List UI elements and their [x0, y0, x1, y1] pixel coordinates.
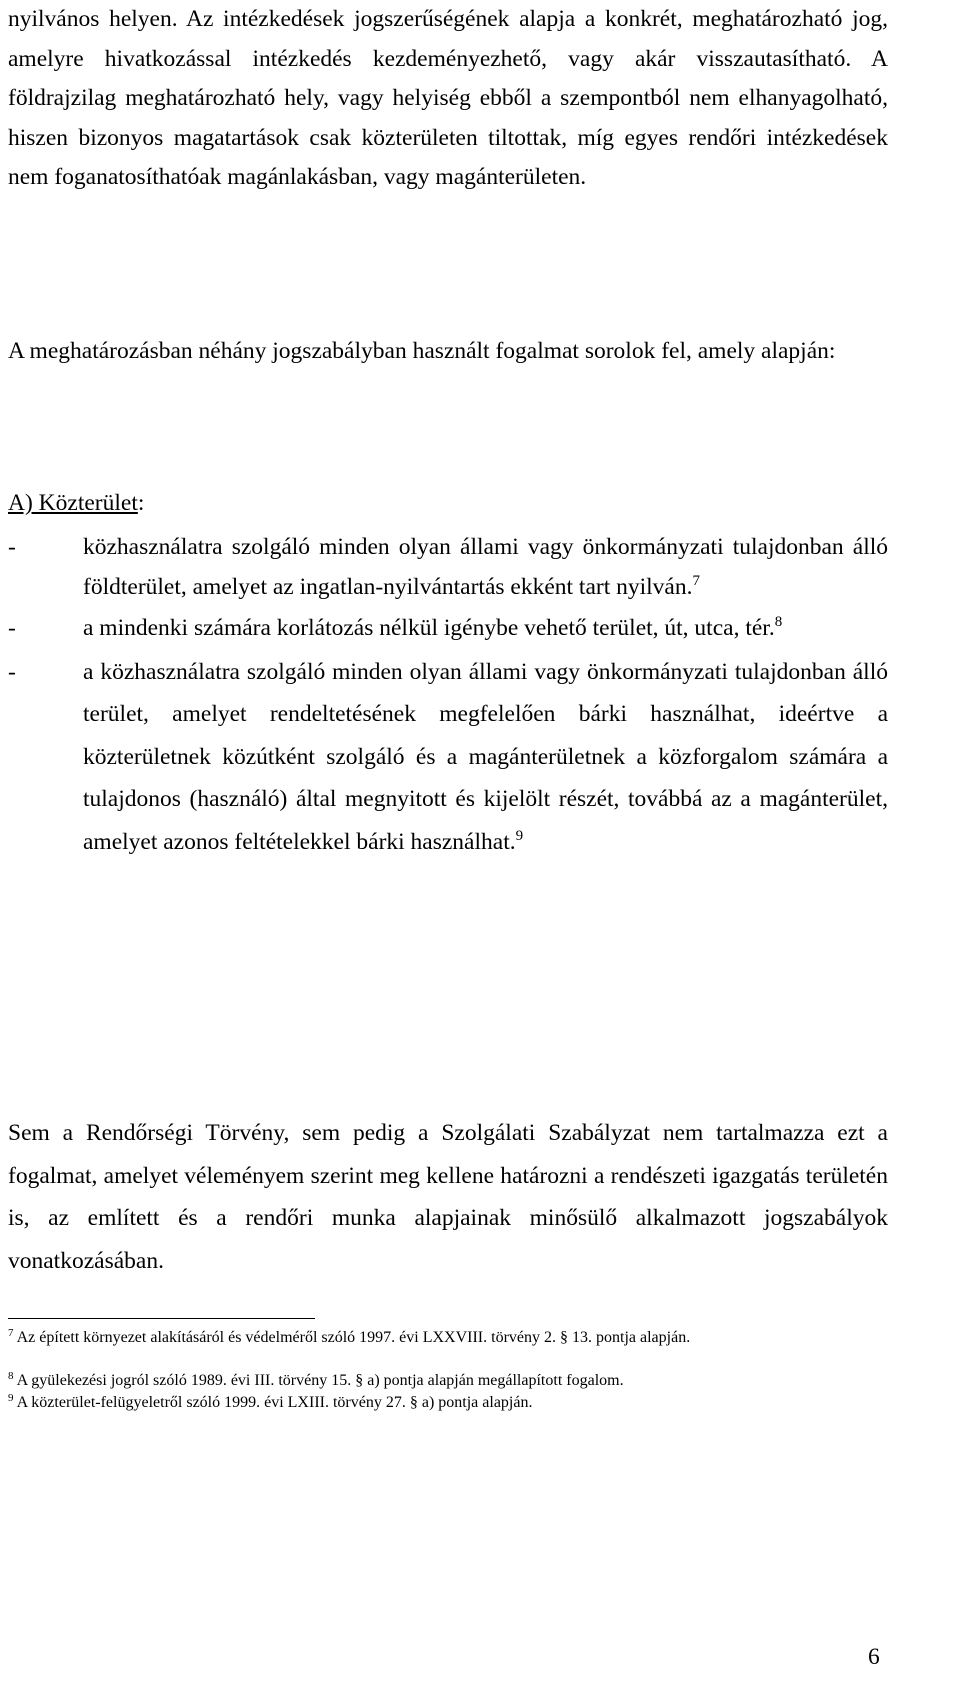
list-dash: -	[8, 534, 16, 560]
footnote-number: 7	[8, 1327, 14, 1339]
page-number: 6	[868, 1644, 880, 1670]
list-dash: -	[8, 658, 16, 685]
footnote-number: 9	[8, 1392, 14, 1404]
definition-list	[8, 528, 888, 863]
list-item-text: a közhasználatra szolgáló minden olyan állami vagy önkormányzati tulajdonban álló terület, amelyet rendeltetésének megfelelően bárki használhat, ideértve a közterületnek közútként szolgáló és a magánterületnek a közforgalom számára a tulajdonos (használó) által megnyitott és kijelölt részét, továbbá az a magánterület, amelyet azonos feltételekkel bárki használhat.	[83, 658, 888, 855]
footnote-ref[interactable]: 9	[515, 827, 524, 844]
section-heading-colon: :	[137, 490, 145, 516]
footnote-ref[interactable]: 7	[692, 572, 700, 589]
list-item	[8, 528, 888, 607]
paragraph-definition-intro: A meghatározásban néhány jogszabályban használt fogalmat sorolok fel, amely alapján:	[8, 338, 836, 364]
footnote-text: A közterület-felügyeletről szóló 1999. évi LXIII. törvény 27. § a) pontja alapján.	[16, 1394, 533, 1411]
list-item-text: a mindenki számára korlátozás nélkül igénybe vehető terület, út, utca, tér.	[83, 615, 775, 642]
paragraph-intro: nyilvános helyen. Az intézkedések jogszerűségének alapja a konkrét, meghatározható jog, amelyre hivatkozással intézkedés kezdeményezhető, vagy akár visszautasítható. A földrajzilag meghatározható hely, vagy helyiség ebből a szempontból nem elhanyagolható, hiszen bizonyos magatartások csak közterületen tiltottak, míg egyes rendőri intézkedések nem foganatosíthatóak magánlakásban, vagy magánterületen.	[8, 6, 888, 191]
footnote	[8, 1392, 888, 1414]
section-heading	[8, 484, 144, 524]
footnote	[8, 1370, 888, 1392]
footnote-number: 8	[8, 1370, 14, 1382]
footnote-text: Az épített környezet alakításáról és védelméről szóló 1997. évi LXXVIII. törvény 2. § 13. pontja alapján.	[16, 1329, 691, 1346]
list-item-text: közhasználatra szolgáló minden olyan állami vagy önkormányzati tulajdonban álló földterület, amelyet az ingatlan-nyilvántartás ekként tart nyilván.	[83, 534, 888, 600]
footnote	[8, 1327, 888, 1349]
section-heading-label: A) Közterület	[8, 490, 138, 516]
footnote-ref[interactable]: 8	[774, 614, 783, 631]
paragraph-conclusion: Sem a Rendőrségi Törvény, sem pedig a Szolgálati Szabályzat nem tartalmazza ezt a fogalmat, amelyet véleményem szerint meg kellene határozni a rendészeti igazgatás területén is, az említett és a rendőri munka alapjainak minősülő alkalmazott jogszabályok vonatkozásában.	[8, 1120, 888, 1274]
list-item	[8, 651, 888, 864]
list-dash: -	[8, 615, 16, 642]
list-item	[8, 609, 888, 649]
footnote-text: A gyülekezési jogról szóló 1989. évi III. törvény 15. § a) pontja alapján megállapított fogalom.	[16, 1372, 624, 1389]
footnote-separator	[8, 1318, 315, 1319]
